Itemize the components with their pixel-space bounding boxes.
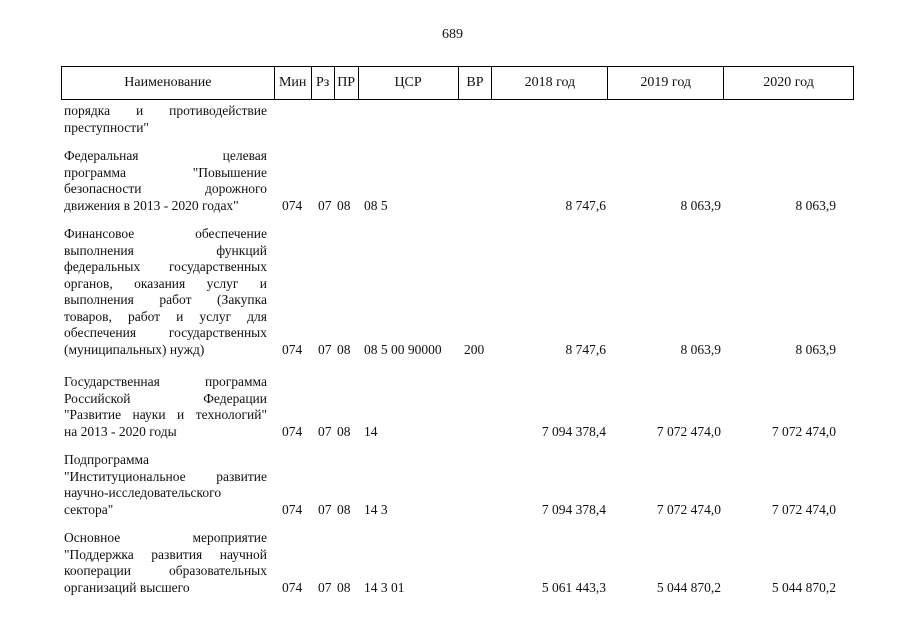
row-pr: 08 [337,501,351,517]
row-rz: 07 [318,341,332,357]
row-amount-2018: 7 094 378,4 [541,423,606,439]
row-name [64,374,267,440]
row-amount-2020: 8 063,9 [795,341,836,357]
row-amount-2020: 7 072 474,0 [771,501,836,517]
row-pr: 08 [337,579,351,595]
row-name-line: выполнения функций [64,242,267,258]
row-vr: 200 [464,341,485,357]
row-name-line: движения в 2013 - 2020 годах" [64,197,239,213]
row-name-line: товаров, работ и услуг для [64,308,267,324]
row-name-line: обеспечения государственных [64,325,267,340]
row-name-line: преступности" [64,119,149,135]
row-name [64,148,267,214]
row-rz: 07 [318,197,332,213]
row-name-line: "Институциональное развитие [64,468,267,484]
row-name-line: (муниципальных) нужд) [64,341,205,357]
row-name-line: организаций высшего [64,579,190,595]
row-name-line: выполнения работ (Закупка [64,292,267,307]
row-pr: 08 [337,197,351,213]
header-min: Мин [275,67,312,99]
header-rz: Рз [312,67,335,99]
row-amount-2018: 5 061 443,3 [541,579,606,595]
row-name [64,452,267,518]
row-min: 074 [282,341,303,357]
header-2018: 2018 год [492,67,608,99]
row-name [64,530,267,596]
row-name-line: федеральных государственных [64,259,267,274]
row-name-line: порядка и противодействие [64,103,267,118]
row-name [64,103,267,136]
row-name-line: Подпрограмма [64,452,149,467]
row-amount-2018: 7 094 378,4 [541,501,606,517]
header-pr: ПР [335,67,359,99]
row-amount-2018: 8 747,6 [565,197,606,213]
row-name-line: Государственная программа [64,374,267,389]
row-name-line: научно-исследовательского [64,485,222,500]
header-2019: 2019 год [608,67,724,99]
row-amount-2020: 7 072 474,0 [771,423,836,439]
row-csr: 14 [364,423,378,439]
row-csr: 08 5 [364,197,388,213]
header-2020: 2020 год [763,75,814,90]
row-amount-2020: 8 063,9 [795,197,836,213]
row-amount-2019: 8 063,9 [680,341,721,357]
row-amount-2019: 5 044 870,2 [656,579,721,595]
row-min: 074 [282,579,303,595]
header-name: Наименование [62,67,275,99]
row-name-line: Финансовое обеспечение [64,226,267,241]
row-name-line: органов, оказания услуг и [64,275,267,291]
page-number: 689 [442,27,463,42]
row-csr: 14 3 [364,501,388,517]
row-csr: 08 5 00 90000 [364,341,442,357]
row-name-line: Федеральная целевая [64,148,267,163]
row-amount-2019: 7 072 474,0 [656,423,721,439]
row-amount-2019: 8 063,9 [680,197,721,213]
row-pr: 08 [337,341,351,357]
row-rz: 07 [318,501,332,517]
row-name-line: "Развитие науки и технологий" [64,407,267,422]
row-amount-2020: 5 044 870,2 [771,579,836,595]
table-header [61,66,854,100]
header-vr: ВР [459,67,493,99]
row-amount-2019: 7 072 474,0 [656,501,721,517]
row-name-line: кооперации образовательных [64,563,267,578]
row-csr: 14 3 01 [364,579,405,595]
row-min: 074 [282,501,303,517]
row-rz: 07 [318,423,332,439]
header-csr: ЦСР [359,67,459,99]
row-name-line: сектора" [64,501,114,517]
row-name-line: безопасности дорожного [64,181,267,196]
row-name [64,226,267,358]
row-rz: 07 [318,579,332,595]
row-name-line: программа "Повышение [64,164,267,180]
row-name-line: "Поддержка развития научной [64,546,267,562]
row-pr: 08 [337,423,351,439]
row-name-line: на 2013 - 2020 годы [64,423,177,439]
row-min: 074 [282,197,303,213]
row-name-line: Основное мероприятие [64,530,267,545]
row-name-line: Российской Федерации [64,390,267,406]
row-min: 074 [282,423,303,439]
row-amount-2018: 8 747,6 [565,341,606,357]
